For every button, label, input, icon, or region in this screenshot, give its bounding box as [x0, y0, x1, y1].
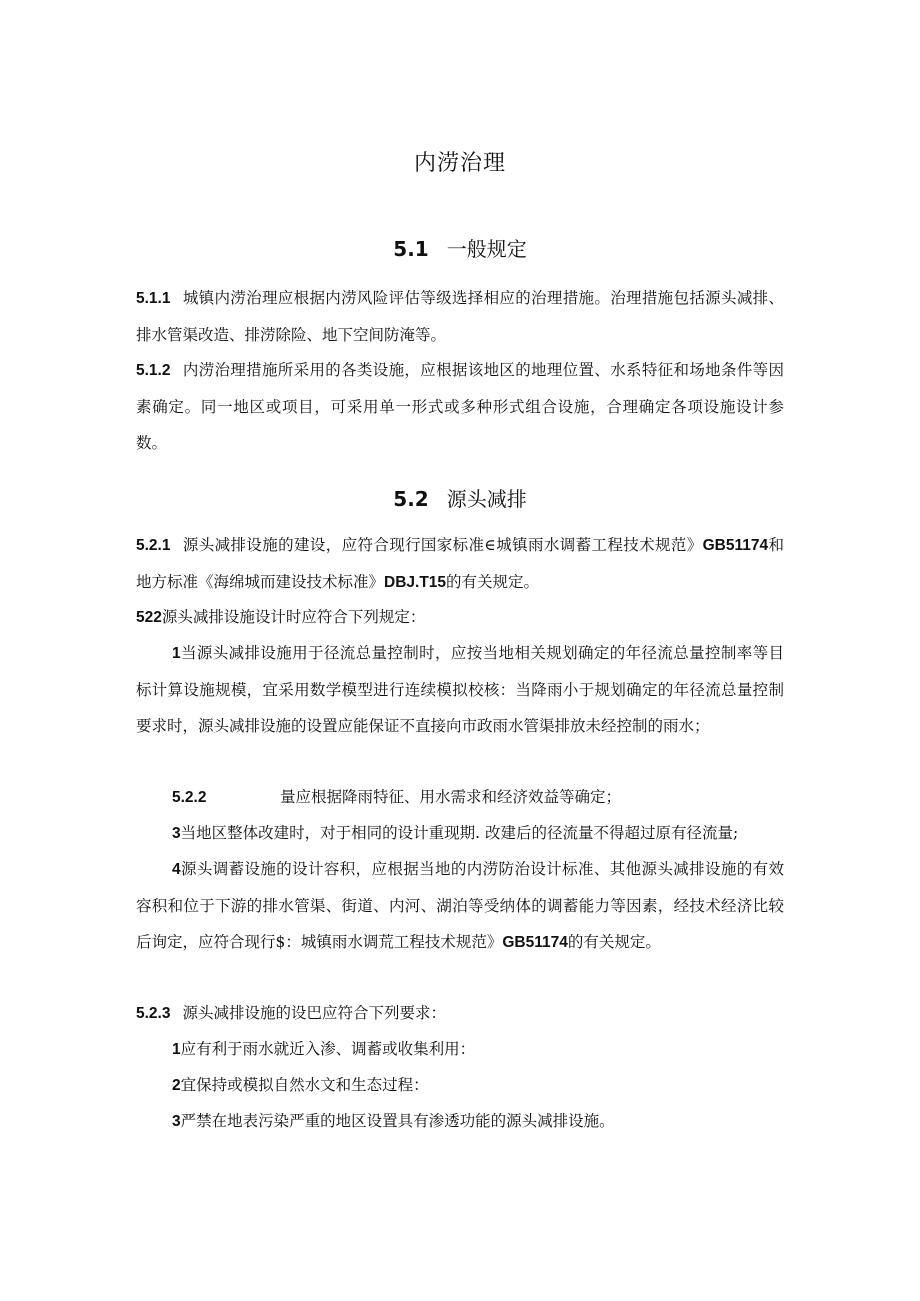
item-text: 应有利于雨水就近入渗、调蓄或收集利用： — [180, 1040, 476, 1058]
clause-text: 内涝治理措施所采用的各类设施，应根据该地区的地理位置、水系特征和场地条件等因素确定。同一地区或项目，可采用单一形式或多种形式组合设施，合理确定各项设施设计参数。 — [136, 361, 784, 452]
clause-number: 522 — [136, 609, 162, 626]
clause-5-1-1 — [136, 280, 784, 353]
item-5-2-3-2 — [172, 1067, 784, 1104]
clause-text: 源头减排设施的设巴应符合下列要求： — [182, 1004, 446, 1022]
item-number: 4 — [172, 861, 181, 878]
item-text: 源头调蓄设施的设计容积，应根据当地的内涝防治设计标准、其他源头减排设施的有效容积和位于下游的排水管渠、街道、内河、湖泊等受纳体的调蓄能力等因素，经技术经济比较后询定，应符合现行$：城镇雨水调荒工程技术规范》 — [136, 860, 784, 951]
section-number: 5.1 — [393, 237, 429, 261]
clause-5-1-2 — [136, 352, 784, 461]
item-5-2-2-4 — [136, 851, 784, 961]
chapter-title: 内涝治理 — [413, 151, 506, 176]
item-number: 3 — [172, 825, 181, 842]
item-5-2-2-1 — [136, 635, 784, 744]
clause-5-2-3 — [136, 995, 784, 1032]
clause-number: 5.1.1 — [136, 290, 171, 307]
clause-number: 5.2.1 — [136, 537, 171, 554]
clause-5-2-2 — [136, 599, 784, 636]
clause-text: 城镇内涝治理应根据内涝风险评估等级选择相应的治理措施。治理措施包括源头减排、排水管渠改造、排涝除险、地下空间防淹等。 — [136, 289, 784, 344]
item-5-2-2-2 — [172, 779, 784, 816]
item-text: 量应根据降雨特征、用水需求和经济效益等确定； — [280, 788, 622, 806]
standard-code: DBJ.T15 — [384, 574, 447, 591]
standard-code: GB51174 — [702, 537, 769, 554]
clause-text: 源头减排设施的建设，应符合现行国家标准∈城镇雨水调蓄工程技术规范》 — [182, 536, 703, 554]
section-number: 5.2 — [393, 487, 429, 511]
item-number: 1 — [172, 1041, 181, 1058]
section-heading-5-2 — [0, 483, 920, 512]
item-text: 当源头减排设施用于径流总量控制时，应按当地相关规划确定的年径流总量控制率等目标计算设施规模，宜采用数学模型进行连续模拟校核：当降雨小于规划确定的年径流总量控制要求时，源头减排设施的设置应能保证不直接向市政雨水管渠排放未经控制的雨水； — [136, 644, 784, 735]
section-title: 一般规定 — [446, 237, 527, 261]
clause-5-2-1 — [136, 527, 784, 601]
item-5-2-2-3 — [172, 815, 784, 852]
item-5-2-3-3 — [172, 1103, 784, 1140]
item-5-2-3-1 — [172, 1031, 784, 1068]
standard-code: GB51174 — [502, 934, 568, 951]
clause-number: 5.1.2 — [136, 362, 171, 379]
item-number: 3 — [172, 1113, 181, 1130]
item-text: 的有关规定。 — [567, 933, 661, 951]
item-number: 5.2.2 — [172, 789, 207, 806]
item-text: 严禁在地表污染严重的地区设置具有渗透功能的源头减排设施。 — [180, 1112, 615, 1130]
section-title: 源头减排 — [446, 487, 527, 511]
clause-text: 源头减排设施设计时应符合下列规定： — [161, 608, 426, 626]
item-text: 当地区整体改建时，对于相同的设计重现期. 改建后的径流量不得超过原有径流量; — [180, 824, 739, 842]
clause-number: 5.2.3 — [136, 1005, 171, 1022]
section-heading-5-1 — [0, 233, 920, 262]
clause-text: 的有关规定。 — [446, 573, 540, 591]
item-text: 宜保持或模拟自然水文和生态过程： — [180, 1076, 429, 1094]
item-number: 1 — [172, 645, 181, 662]
item-number: 2 — [172, 1077, 181, 1094]
clause-text: 和地方标准《海绵城而建设技术标准》 — [136, 536, 784, 591]
